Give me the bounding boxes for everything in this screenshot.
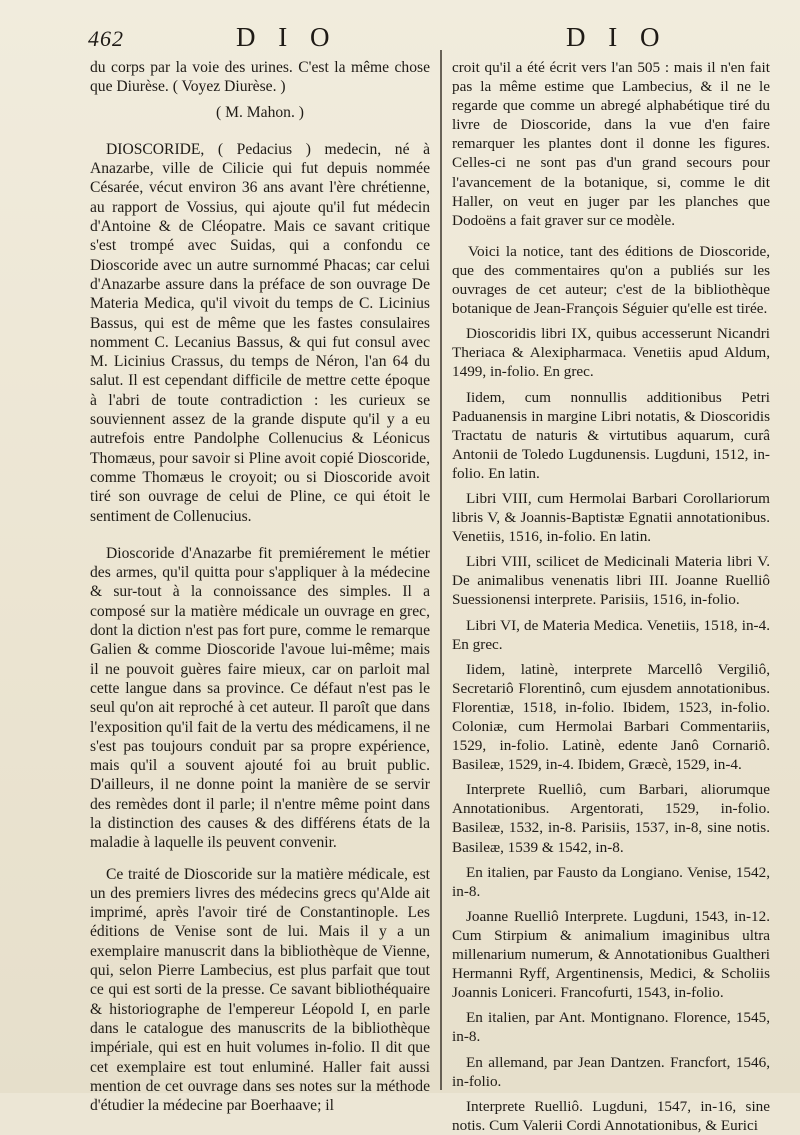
paragraph-traite: Ce traité de Dioscoride sur la matière médicale, est un des premiers livres des médecins grecs qu'Alde ait imprimé, après l'avoir tiré de Constantinople. Les éditions de Venise sont de lui. Mais il y a un exemplaire manuscrit dans la bibliothèque de Vienne, qui, selon Pierre Lambecius, est plus parfait que tout ce qui est sorti de la presse. Ce savant bibliothéquaire & historiographe de l'empereur Léopold I, en parle dans le catalogue des manuscrits de la bibliothèque impériale, qui est en huit volumes in-folio. Il dit que cet exemplaire est tout enluminé. Haller fait aussi mention de cet ouvrage dans ses notes sur la méthode d'étudier la médecine par Boerhaave; il (90, 865, 430, 1115)
edition-entry: Joanne Ruelliô Interprete. Lugduni, 1543, in-12. Cum Stirpium & animalium imaginibus ultra millenarium numerum, & Annotationibus Gualtheri Hermanni Ryff, Argentinensis, Medici, & Scholiis Joannis Loniceri. Francofurti, 1543, in-folio. (452, 907, 770, 1002)
edition-entry: En italien, par Fausto da Longiano. Venise, 1542, in-8. (452, 863, 770, 900)
author-signature: ( M. Mahon. ) (216, 103, 304, 121)
left-column (90, 58, 430, 1115)
edition-entry: En allemand, par Jean Dantzen. Francfort, 1546, in-folio. (452, 1053, 770, 1090)
paragraph-dioscoride-anazarbe: Dioscoride d'Anazarbe fit premiérement le métier des armes, qu'il quitta pour s'appliquer à la médecine & sur-tout à la connoissance des simples. Il a composé sur la matière médicale un ouvrage en grec, dont la diction n'est pas fort pure, comme le remarque Galien & comme Dioscoride l'avoue lui-même; mais il ne pouvoit guères faire mieux, car on parloit mal cette langue dans sa province. Ce défaut n'est pas le seul qu'on ait reproché à cet auteur. Il paroît que dans l'exposition qu'il fait de la vertu des médicamens, il ne s'est pas toujours conduit par sa propre expérience, mais qu'il a souvent ajouté foi au bruit public. D'ailleurs, il ne donne point la manière de se servir des remèdes dont il parle; il n'entre même point dans la distinction des causes & des différens états de la maladie à laquelle ils peuvent convenir. (90, 544, 430, 852)
column-divider (440, 50, 442, 1090)
edition-entry: Libri VIII, cum Hermolai Barbari Corollariorum libris V, & Joannis-Baptistæ Egnatii annotationibus. Venetiis, 1516, in-folio. En latin. (452, 489, 770, 546)
paragraph-lambecius-continued: croit qu'il a été écrit vers l'an 505 : mais il n'en fait pas la même estime que Lambecius, & il ne le regarde que comme un abregé alphabétique tiré du livre de Dioscoride, dans la vue d'en faire remarquer les plantes dont il donne les figures. Celles-ci ne sont pas d'un grand secours pour l'avancement de la botanique, si, comme le dit Haller, on veut en juger par les planches que Dodoëns a fait graver sur ce modèle. (452, 59, 770, 229)
right-column (452, 58, 770, 1135)
edition-entry: Libri VI, de Materia Medica. Venetiis, 1518, in-4. En grec. (452, 616, 770, 653)
page-number: 462 (88, 26, 124, 51)
edition-entry: Interprete Ruelliô. Lugduni, 1547, in-16, sine notis. Cum Valerii Cordi Annotationibus, & Eurici (452, 1097, 770, 1134)
page-header (0, 22, 800, 56)
paragraph-dioscoride-entry: DIOSCORIDE, ( Pedacius ) medecin, né à Anazarbe, ville de Cilicie qui fut depuis nommée Césarée, vécut environ 36 ans avant l'ère chrétienne, au rapport de Vossius, qui ajoute qu'il fut médecin d'Antoine & de Cléopatre. Mais ce savant critique s'est trompé avec Suidas, qui a confondu ce Dioscoride avec un autre surnommé Phacas; car celui d'Anazarbe assure dans la préface de son ouvrage De Materia Medica, qu'il vivoit du temps de C. Licinius Bassus, qui est de même que les fastes consulaires nomment C. Lecanius Bassus, & qui fut consul avec M. Licinius Crassus, du temps de Néron, l'an 64 du salut. Il est cependant difficile de mettre cette époque à l'abri de toute contradiction : les curieux se souviennent assez de la grande dispute qu'il y a eu autrefois entre Pandolphe Collenucius & Léonicus Thomæus, pour savoir si Pline avoit copié Dioscoride, comme Thomæus le croyoit; ou si Dioscoride avoit tiré son ouvrage de celui de Pline, ce qui étoit le sentiment de Collenucius. (90, 140, 430, 525)
edition-entry: En italien, par Ant. Montignano. Florence, 1545, in-8. (452, 1009, 770, 1046)
running-head-left: D I O (236, 22, 338, 52)
edition-entry: Iidem, latinè, interprete Marcellô Vergiliô, Secretariô Florentinô, cum ejusdem annotationibus. Florentiæ, 1518, in-folio. Ibidem, 1523, in-folio. Coloniæ, cum Hermolai Barbari Commentariis, 1529, in-folio. Latinè, edente Janô Cornariô. Basileæ, 1529, in-4. Ibidem, Græcè, 1529, in-4. (452, 660, 770, 774)
edition-entry: Interprete Ruelliô, cum Barbari, aliorumque Annotationibus. Argentorati, 1529, in-folio. Basileæ, 1532, in-8. Parisiis, 1537, in-8, sine notis. Basileæ, 1539 & 1542, in-8. (452, 781, 770, 856)
edition-entry: Dioscoridis libri IX, quibus accesserunt Nicandri Theriaca & Alexipharmaca. Venetiis apud Aldum, 1499, in-folio. En grec. (452, 325, 770, 381)
edition-entry: Iidem, cum nonnullis additionibus Petri Paduanensis in margine Libri notatis, & Dioscoridis Tractatu de naturis & virtutibus aquarum, curâ Antonii de Toledo Lugdunensis. Lugduni, 1512, in-folio. En latin. (452, 388, 770, 482)
editions-list (452, 324, 770, 1135)
paragraph-notice: Voici la notice, tant des éditions de Dioscoride, que des commentaires qu'on a publiés sur les ouvrages de cet auteur; c'est de la bibliothèque botanique de Jean-François Séguier qu'elle est tirée. (452, 242, 770, 318)
edition-entry: Libri VIII, scilicet de Medicinali Materia libri V. De animalibus venenatis libri III. Joanne Ruelliô Suessionensi interprete. Parisiis, 1516, in-folio. (452, 553, 770, 609)
running-head-right: D I O (566, 22, 668, 52)
paragraph-diurese-end: du corps par la voie des urines. C'est la même chose que Diurèse. ( Voyez Diurèse. ) (90, 59, 430, 96)
